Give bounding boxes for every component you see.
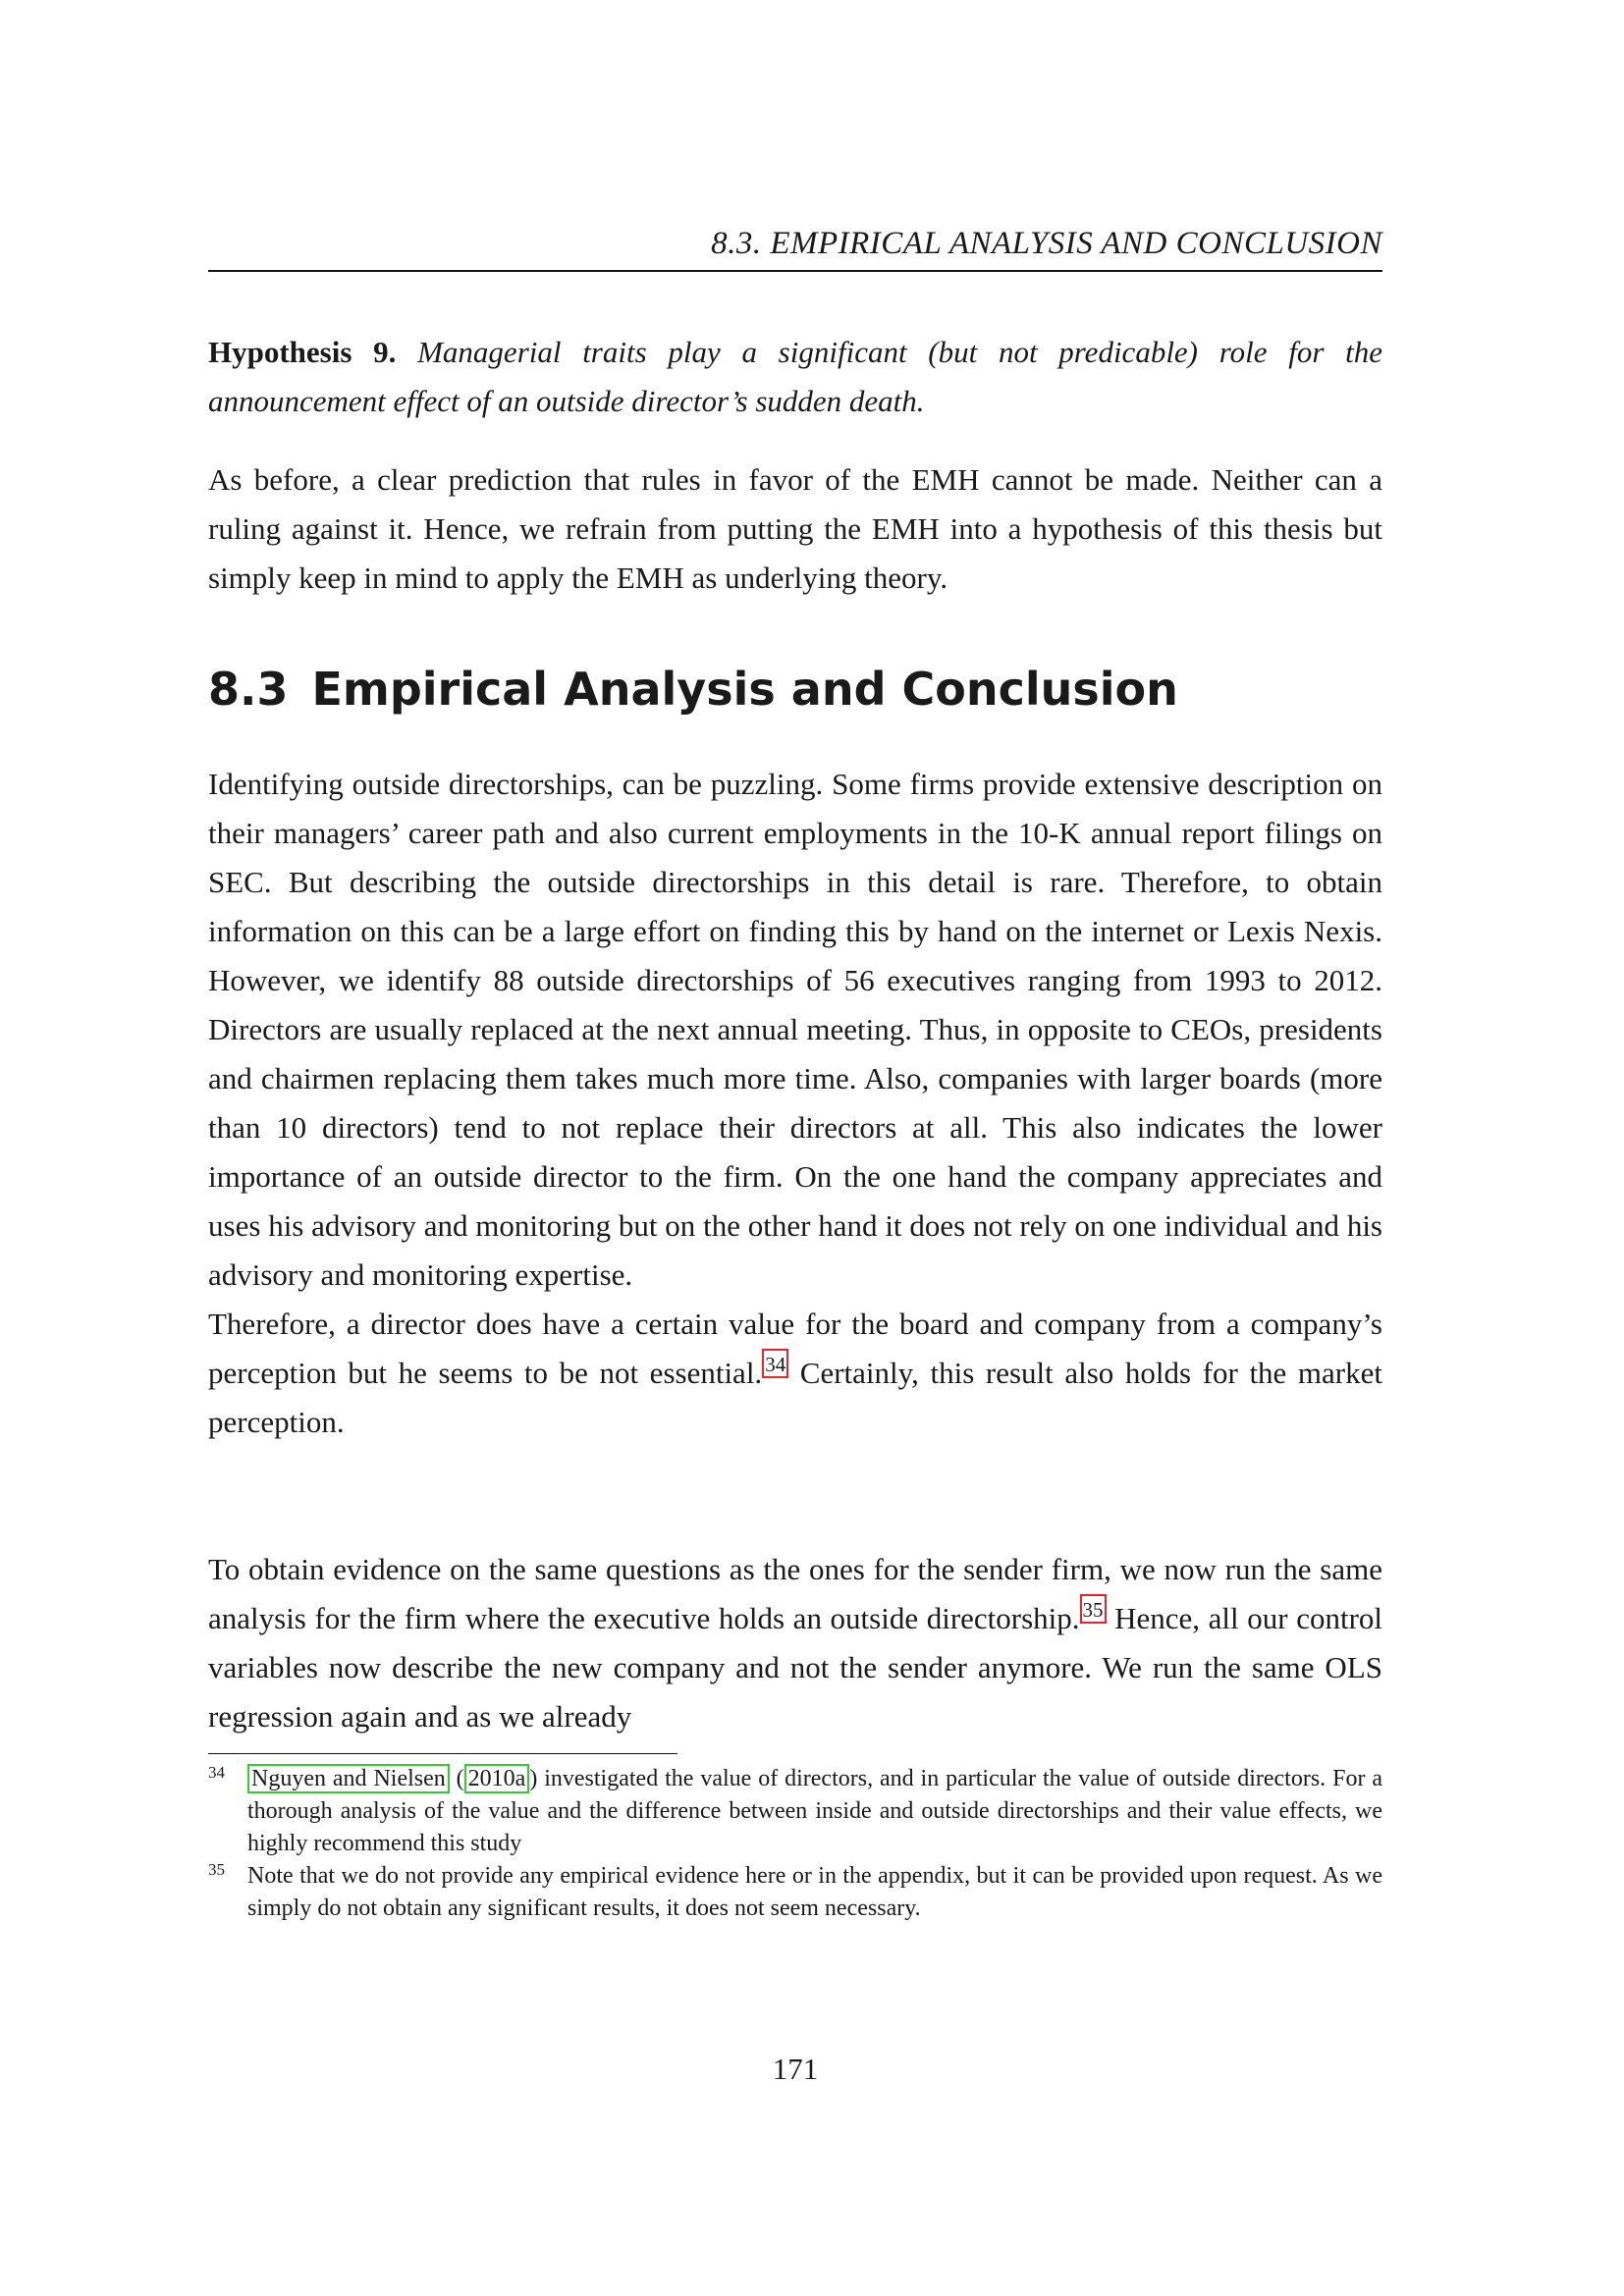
citation-year-link[interactable]: 2010a <box>464 1764 530 1793</box>
paragraph-text: Therefore, a director does have a certain value for the board and company from a company’s perception but he seems to be not essential. <box>208 1307 1382 1390</box>
citation-authors-link[interactable]: Nguyen and Nielsen <box>247 1764 450 1793</box>
paragraph-text: Certainly, this result also holds for the market perception. <box>208 1356 1382 1439</box>
hypothesis-label: Hypothesis 9. <box>208 335 397 369</box>
running-header: 8.3. EMPIRICAL ANALYSIS AND CONCLUSION <box>711 226 1382 261</box>
hypothesis-text: Managerial traits play a significant (but not predicable) role for the announcement effect of an outside director’s sudden death. <box>208 335 1382 418</box>
header-rule <box>208 270 1382 272</box>
paragraph-director-value <box>208 1300 1382 1447</box>
footnote-rule <box>208 1753 677 1754</box>
paragraph-text: Hence, all our control variables now describe the new company and not the sender anymore. We run the same OLS regression again and as we already <box>208 1601 1382 1734</box>
paragraph-emh: As before, a clear prediction that rules in favor of the EMH cannot be made. Neither can a ruling against it. Hence, we refrain from putting the EMH into a hypothesis of this thesis but simply keep in mind to apply the EMH as underlying theory. <box>208 462 1382 595</box>
citation-paren: ( <box>449 1766 464 1791</box>
section-number: 8.3 <box>208 663 289 716</box>
page-number: 171 <box>772 2052 819 2086</box>
paragraph-block-directorships <box>208 760 1382 1447</box>
footnote-text: Note that we do not provide any empirical evidence here or in the appendix, but it can be provided upon request. As we simply do not obtain any significant results, it does not seem necessary. <box>247 1863 1382 1921</box>
hypothesis-block <box>208 328 1382 426</box>
footnote-ref-35[interactable]: 35 <box>1080 1594 1107 1624</box>
paragraph-directorships: Identifying outside directorships, can be puzzling. Some firms provide extensive description on their managers’ career path and also current employments in the 10-K annual report filings on SEC. But describing the outside directorships in this detail is rare. Therefore, to obtain information on this can be a large effort on finding this by hand on the internet or Lexis Nexis. However, we identify 88 outside directorships of 56 executives ranging from 1993 to 2012. Directors are usually replaced at the next annual meeting. Thus, in opposite to CEOs, presidents and chairmen replacing them takes much more time. Also, companies with larger boards (more than 10 directors) tend to not replace their directors at all. This also indicates the lower importance of an outside director to the firm. On the one hand the company appreciates and uses his advisory and monitoring but on the other hand it does not rely on one individual and his advisory and monitoring expertise. <box>208 767 1382 1292</box>
paragraph-block-outside <box>208 1545 1382 1741</box>
paragraph-outside-firm <box>208 1545 1382 1741</box>
footnote-ref-34[interactable]: 34 <box>762 1349 788 1378</box>
footnotes <box>208 1763 1382 1925</box>
footnote-34 <box>208 1763 1382 1860</box>
footnote-mark: 34 <box>208 1763 225 1782</box>
footnote-mark: 35 <box>208 1860 225 1879</box>
paragraph-text: To obtain evidence on the same questions as the ones for the sender firm, we now run the same analysis for the firm where the executive holds an outside directorship. <box>208 1552 1382 1635</box>
section-title: Empirical Analysis and Conclusion <box>311 663 1178 716</box>
footnote-text: ) investigated the value of directors, and in particular the value of outside directors. For a thorough analysis of the value and the difference between inside and outside directorships and their value effects, we highly recommend this study <box>247 1766 1382 1856</box>
footnote-35 <box>208 1860 1382 1925</box>
section-heading <box>208 660 1382 719</box>
